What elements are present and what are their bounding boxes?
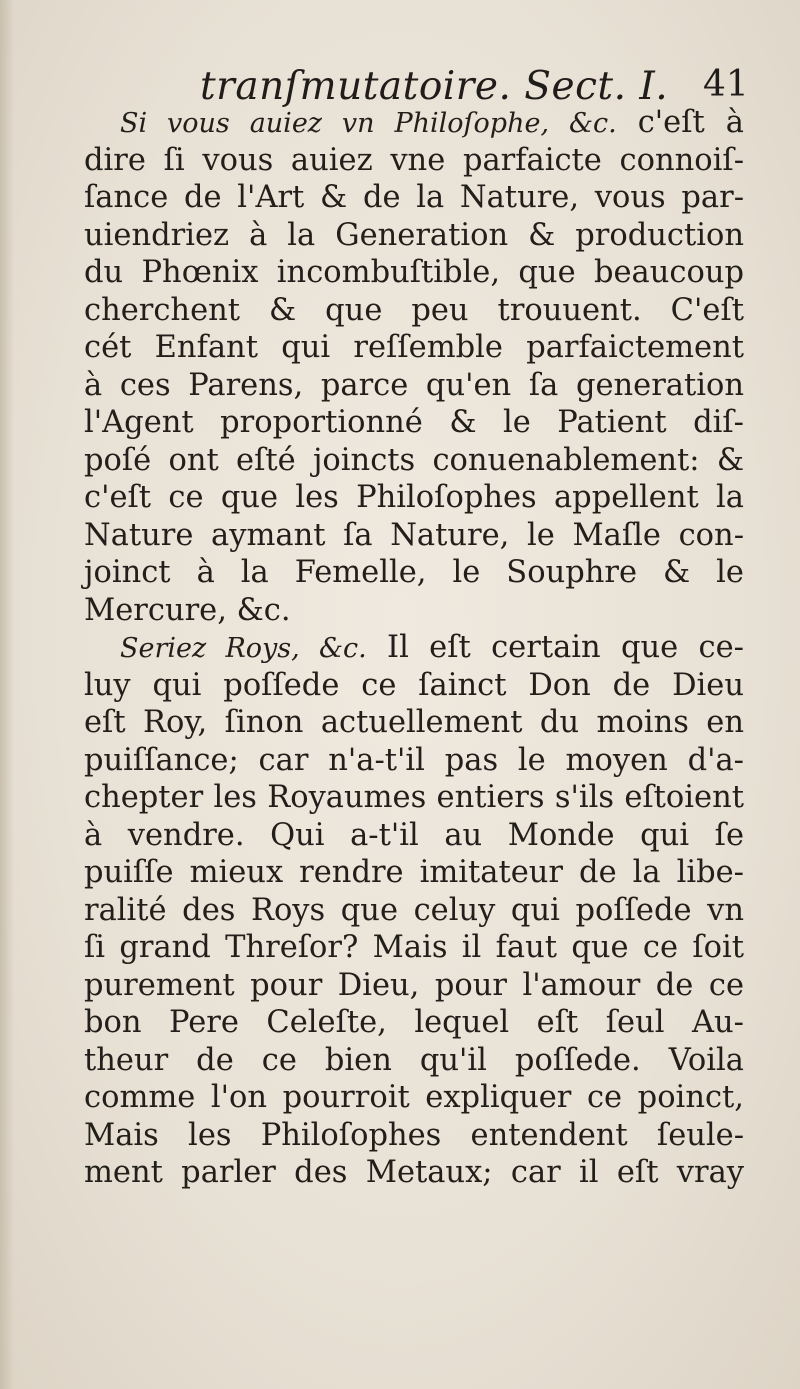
- text-line: poſé ont eſté joincts conuenablement: &: [84, 442, 744, 478]
- lemma: Seriez Roys, &c.: [120, 633, 367, 664]
- text-line: c'eſt ce que les Philoſophes appellent la: [84, 480, 744, 515]
- text-line: à ces Parens, parce qu'en ſa generation: [84, 367, 744, 403]
- text-line: theur de ce bien qu'il poſſede. Voila: [84, 1042, 744, 1078]
- text-line: luy qui poſſede ce ſainct Don de Dieu: [84, 667, 744, 703]
- first-line-rest: Il eſt certain que ce-: [387, 630, 744, 665]
- lemma: Si vous auiez vn Philoſophe, &c.: [120, 108, 617, 139]
- text-line: Nature aymant ſa Nature, le Maſle con-: [84, 517, 744, 553]
- text-line: puiſſance; car n'a-t'il pas le moyen d'a-: [84, 742, 744, 778]
- text-line: uiendriez à la Generation & production: [84, 217, 744, 253]
- text-line: à vendre. Qui a-t'il au Monde qui ſe: [84, 817, 744, 853]
- text-line: ſance de l'Art & de la Nature, vous par-: [84, 180, 744, 215]
- text-line: puiſſe mieux rendre imitateur de la libe-: [84, 855, 744, 890]
- paragraph-first-line: [84, 629, 744, 667]
- page-edge-shadow: [0, 0, 14, 1389]
- text-line: purement pour Dieu, pour l'amour de ce: [84, 967, 744, 1003]
- text-line: eſt Roy, ſinon actuellement du moins en: [84, 705, 744, 740]
- text-line: Mercure, &c.: [84, 592, 291, 628]
- text-line: du Phœnix incombuſtible, que beaucoup: [84, 255, 744, 290]
- paragraph-1: [84, 104, 744, 629]
- text-line: joinct à la Femelle, le Souphre & le: [84, 555, 744, 590]
- text-line: dire ſi vous auiez vne parfaicte connoiſ-: [84, 142, 744, 178]
- text-line: bon Pere Celeſte, lequel eſt ſeul Au-: [84, 1005, 744, 1040]
- text-line: ment parler des Metaux; car il eſt vray: [84, 1155, 744, 1190]
- page-number: 41: [703, 64, 749, 105]
- paragraph-first-line: [84, 104, 744, 142]
- text-line: cét Enfant qui reſſemble parfaictement: [84, 330, 744, 365]
- text-line: l'Agent proportionné & le Patient diſ-: [84, 405, 744, 440]
- running-title: tranſmutatoire. Sect. I.: [200, 64, 669, 109]
- first-line-rest: c'eſt à: [637, 105, 744, 140]
- text-line: comme l'on pourroit expliquer ce poinct,: [84, 1080, 744, 1115]
- text-line: chepter les Royaumes entiers s'ils eſtoient: [84, 780, 744, 815]
- text-line: Mais les Philoſophes entendent ſeule-: [84, 1117, 744, 1153]
- text-line: ſi grand Threſor? Mais il faut que ce ſoit: [84, 930, 744, 965]
- paragraph-2: [84, 629, 744, 1192]
- body-text: [84, 104, 744, 1192]
- text-line: cherchent & que peu trouuent. C'eſt: [84, 292, 744, 328]
- text-line: ralité des Roys que celuy qui poſſede vn: [84, 892, 744, 928]
